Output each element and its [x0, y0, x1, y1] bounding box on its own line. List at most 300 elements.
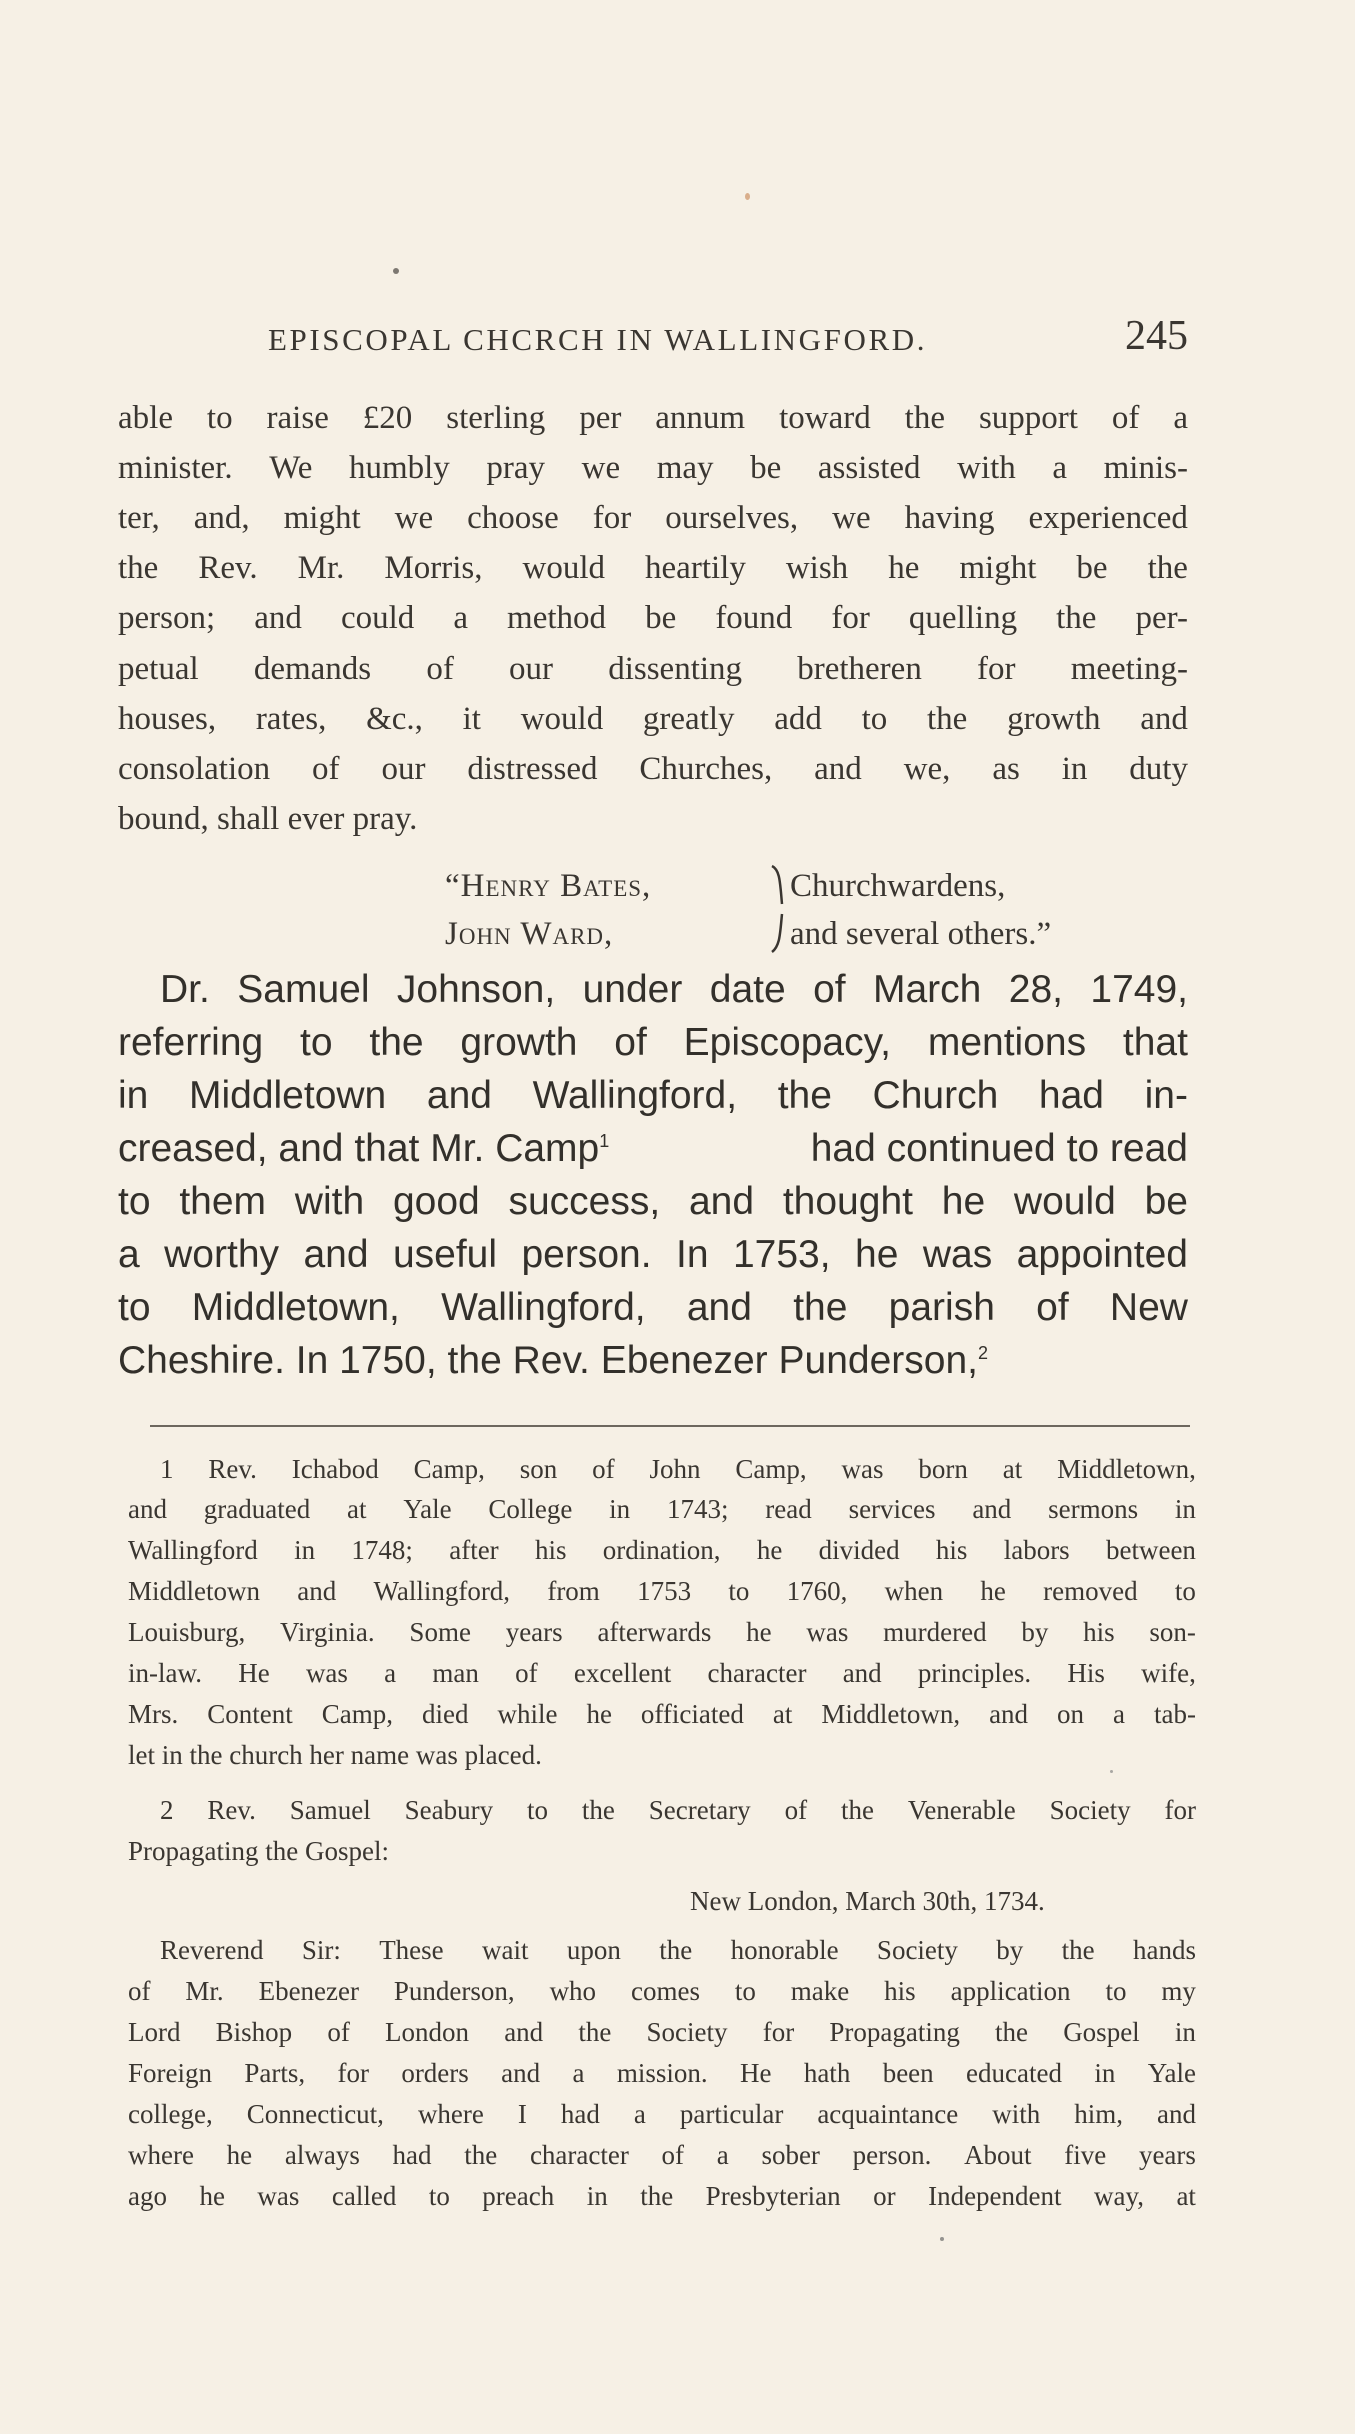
word: Middletown,: [1057, 1454, 1196, 1484]
word: and: [426, 1074, 492, 1117]
word: ter,: [118, 500, 160, 536]
word: he: [855, 1233, 899, 1276]
text-line: [118, 500, 1188, 537]
word: sober: [761, 2140, 820, 2170]
footnote-line: [128, 2058, 1196, 2089]
word: 28,: [1008, 968, 1063, 1011]
word: of: [312, 751, 340, 787]
word: in-law.: [128, 1658, 202, 1688]
word: Propagating: [829, 2017, 960, 2047]
word: son: [519, 1454, 558, 1484]
word: the: [464, 2140, 498, 2170]
word: Wallingford,: [441, 1286, 646, 1329]
word: hands: [1133, 1935, 1196, 1965]
word: and: [989, 1699, 1029, 1729]
word: was: [922, 1233, 993, 1276]
word: Johnson,: [396, 968, 556, 1011]
word: distressed: [467, 751, 598, 787]
dateline: New London, March 30th, 1734.: [690, 1886, 1045, 1916]
word: the: [777, 1074, 832, 1117]
word: rates,: [255, 701, 327, 737]
footnote-line: [128, 2140, 1196, 2171]
word: Middletown,: [191, 1286, 400, 1329]
word: he: [888, 550, 920, 586]
signer-role: Churchwardens,: [790, 868, 1006, 904]
word: character: [707, 1658, 807, 1688]
word: Society: [646, 2017, 728, 2047]
text-segment: Cheshire. In 1750, the Rev. Ebenezer Punderson,: [118, 1339, 978, 1382]
word: Rev.: [207, 1795, 256, 1825]
word: referring: [118, 1021, 264, 1064]
word: I: [517, 2099, 527, 2129]
footnote-line: [128, 1494, 1196, 1525]
word: the: [640, 2181, 674, 2211]
word: annum: [655, 400, 746, 436]
word: We: [269, 450, 313, 486]
word: He: [238, 1658, 270, 1688]
word: always: [284, 2140, 360, 2170]
word: he: [586, 1699, 612, 1729]
word: duty: [1129, 751, 1188, 787]
text-line: [118, 1021, 1188, 1065]
word: would: [522, 550, 606, 586]
word: wish: [785, 550, 849, 586]
word: to: [728, 1576, 750, 1606]
word: we,: [903, 751, 951, 787]
word: of: [592, 1454, 615, 1484]
word: and: [128, 1494, 167, 1524]
word: our: [509, 651, 554, 687]
word: for: [337, 2058, 369, 2088]
word: his: [935, 1535, 968, 1565]
word: while: [497, 1699, 558, 1729]
word: at: [1002, 1454, 1023, 1484]
word: person;: [118, 600, 216, 636]
word: Reverend: [160, 1935, 264, 1965]
word: years: [1138, 2140, 1196, 2170]
word: be: [645, 600, 677, 636]
word: to: [526, 1795, 548, 1825]
word: Yale: [1147, 2058, 1196, 2088]
word: Rev.: [198, 550, 258, 586]
word: person.: [852, 2140, 932, 2170]
word: His: [1067, 1658, 1105, 1688]
word: wait: [482, 1935, 529, 1965]
word: ago: [128, 2181, 167, 2211]
footnote-line: [128, 1658, 1196, 1689]
word: preach: [482, 2181, 555, 2211]
text-line: [118, 1127, 1188, 1171]
footnote-line: [128, 2181, 1196, 2212]
word: Dr.: [160, 968, 210, 1011]
footnote-line: [128, 1617, 1196, 1648]
word: raise: [266, 400, 329, 436]
word: way,: [1094, 2181, 1144, 2211]
word: 1748;: [351, 1535, 413, 1565]
word: was: [806, 1617, 849, 1647]
word: &c.,: [366, 701, 423, 737]
word: a: [453, 600, 468, 636]
word: per-: [1135, 600, 1188, 636]
text-line: [118, 550, 1188, 587]
word: or: [873, 2181, 896, 2211]
word: by: [1021, 1617, 1049, 1647]
word: to: [118, 1286, 151, 1329]
paper-speck: [745, 193, 750, 200]
word: for: [592, 500, 632, 536]
word: and: [303, 1233, 369, 1276]
word: About: [964, 2140, 1032, 2170]
word: These: [379, 1935, 444, 1965]
word: a: [633, 2099, 646, 2129]
word: experienced: [1028, 500, 1188, 536]
word: Church: [872, 1074, 999, 1117]
word: in-: [1144, 1074, 1188, 1117]
word: after: [449, 1535, 499, 1565]
word: with: [992, 2099, 1041, 2129]
word: died: [421, 1699, 469, 1729]
word: he: [941, 1180, 986, 1223]
word: our: [381, 751, 426, 787]
word: of: [813, 968, 846, 1011]
footnote-rule: [150, 1425, 1190, 1427]
word: Punderson,: [393, 1976, 515, 2006]
footnote-line: [128, 2017, 1196, 2048]
text-line: [118, 400, 1188, 437]
word: in: [586, 2181, 608, 2211]
word: bretheren: [797, 651, 922, 687]
word: excellent: [573, 1658, 672, 1688]
word: 2: [160, 1795, 174, 1825]
word: in: [1061, 751, 1088, 787]
brace-top-icon: [770, 864, 784, 906]
word: be: [1144, 1180, 1188, 1223]
word: the: [369, 1021, 424, 1064]
word: Ebenezer: [258, 1976, 359, 2006]
word: with: [294, 1180, 365, 1223]
word: be: [750, 450, 782, 486]
word: be: [1076, 550, 1108, 586]
word: services: [848, 1494, 936, 1524]
word: and: [504, 2017, 544, 2047]
word: Venerable: [907, 1795, 1016, 1825]
word: success,: [508, 1180, 661, 1223]
word: support: [978, 400, 1078, 436]
word: was: [257, 2181, 300, 2211]
footnote-line: [128, 1699, 1196, 1730]
word: growth: [1007, 701, 1101, 737]
word: the: [659, 1935, 693, 1965]
word: had: [392, 2140, 432, 2170]
word: wife,: [1141, 1658, 1196, 1688]
word: 1760,: [786, 1576, 848, 1606]
word: murdered: [883, 1617, 987, 1647]
word: useful: [392, 1233, 498, 1276]
word: Wallingford,: [532, 1074, 738, 1117]
word: to: [118, 1180, 151, 1223]
brace-bottom-icon: [770, 912, 784, 954]
word: when: [884, 1576, 944, 1606]
word: Sir:: [301, 1935, 341, 1965]
word: dissenting: [608, 651, 743, 687]
word: minis-: [1103, 450, 1188, 486]
word: orders: [401, 2058, 469, 2088]
word: and: [1140, 701, 1188, 737]
word: choose: [467, 500, 559, 536]
word: son-: [1149, 1617, 1196, 1647]
word: Bishop: [215, 2017, 293, 2047]
word: Foreign: [128, 2058, 212, 2088]
footnote-line: [128, 1535, 1196, 1566]
word: the: [793, 1286, 848, 1329]
word: hath: [803, 2058, 851, 2088]
word: Ichabod: [291, 1454, 379, 1484]
word: had: [1038, 1074, 1104, 1117]
text-line: [118, 1339, 1188, 1383]
word: might: [283, 500, 361, 536]
word: of: [1036, 1286, 1069, 1329]
text-segment: creased, and that Mr. Camp: [118, 1127, 600, 1170]
word: comes: [630, 1976, 700, 2006]
word: particular: [679, 2099, 784, 2129]
word: at: [347, 1494, 367, 1524]
word: of: [515, 1658, 538, 1688]
word: Secretary: [648, 1795, 751, 1825]
word: the: [904, 400, 945, 436]
word: Wallingford,: [373, 1576, 511, 1606]
word: would: [520, 701, 604, 737]
word: Content: [207, 1699, 293, 1729]
word: to: [861, 701, 888, 737]
word: growth: [460, 1021, 578, 1064]
word: consolation: [118, 751, 271, 787]
word: Yale: [403, 1494, 452, 1524]
word: my: [1161, 1976, 1196, 2006]
word: pray: [486, 450, 546, 486]
word: honorable: [730, 1935, 839, 1965]
word: been: [882, 2058, 934, 2088]
word: to: [206, 400, 233, 436]
word: might: [959, 550, 1037, 586]
word: to: [428, 2181, 450, 2211]
text-line: [118, 1286, 1188, 1330]
word: by: [996, 1935, 1024, 1965]
word: where: [128, 2140, 194, 2170]
word: to: [1174, 1576, 1196, 1606]
word: Samuel: [289, 1795, 371, 1825]
word: a: [384, 1658, 397, 1688]
word: and: [688, 1180, 755, 1223]
word: of: [128, 1976, 151, 2006]
word: Seabury: [404, 1795, 494, 1825]
word: in: [1094, 2058, 1116, 2088]
word: Parts,: [244, 2058, 306, 2088]
word: he: [746, 1617, 772, 1647]
word: Connecticut,: [246, 2099, 384, 2129]
word: as: [992, 751, 1020, 787]
word: humbly: [348, 450, 450, 486]
word: per: [579, 400, 622, 436]
word: he: [756, 1535, 783, 1565]
word: Middletown: [128, 1576, 260, 1606]
word: John: [649, 1454, 701, 1484]
footnote-line: [128, 2099, 1196, 2130]
word: the: [840, 1795, 874, 1825]
word: 1749,: [1090, 968, 1188, 1011]
word: He: [739, 2058, 772, 2088]
word: 1753,: [732, 1233, 831, 1276]
word: of: [327, 2017, 350, 2047]
word: March: [873, 968, 982, 1011]
word: to: [1105, 1976, 1127, 2006]
word: Churches,: [639, 751, 773, 787]
word: in: [118, 1074, 149, 1117]
word: college,: [128, 2099, 213, 2129]
word: sermons: [1048, 1494, 1139, 1524]
signer-name: John Ward,: [445, 916, 614, 952]
word: Camp,: [735, 1454, 807, 1484]
text-line: [118, 751, 1188, 788]
word: Camp,: [413, 1454, 485, 1484]
word: ordination,: [602, 1535, 721, 1565]
text-line: [118, 1233, 1188, 1277]
footnote-line: [128, 1976, 1196, 2007]
word: had: [560, 2099, 600, 2129]
word: to: [300, 1021, 333, 1064]
word: Mrs.: [128, 1699, 179, 1729]
word: at: [1176, 2181, 1196, 2211]
footnote-marker: 1: [599, 1131, 610, 1151]
word: where: [417, 2099, 484, 2129]
word: for: [1164, 1795, 1196, 1825]
word: divided: [818, 1535, 900, 1565]
footnote-marker: 2: [977, 1343, 988, 1363]
word: of: [784, 1795, 808, 1825]
word: Wallingford: [128, 1535, 258, 1565]
word: method: [507, 600, 607, 636]
word: the: [927, 701, 968, 737]
word: in: [1174, 1494, 1196, 1524]
word: acquaintance: [817, 2099, 959, 2129]
signer-name: “Henry Bates,: [445, 868, 652, 904]
word: tab-: [1153, 1699, 1196, 1729]
word: Mr.: [185, 1976, 224, 2006]
word: with: [957, 450, 1016, 486]
word: the: [118, 550, 159, 586]
word: the: [581, 1795, 615, 1825]
word: character: [529, 2140, 629, 2170]
word: read: [765, 1494, 812, 1524]
word: greatly: [642, 701, 735, 737]
word: the: [995, 2017, 1029, 2047]
word: petual: [118, 651, 199, 687]
word: toward: [779, 400, 871, 436]
word: good: [392, 1180, 480, 1223]
text-line: [160, 968, 1188, 1012]
footnote-line: Propagating the Gospel:: [128, 1836, 389, 1866]
word: Louisburg,: [128, 1617, 246, 1647]
word: a: [118, 1233, 140, 1276]
word: add: [774, 701, 822, 737]
word: removed: [1043, 1576, 1138, 1606]
word: mentions: [927, 1021, 1087, 1064]
word: 1: [160, 1454, 174, 1484]
word: London: [385, 2017, 470, 2047]
word: mission.: [616, 2058, 708, 2088]
word: assisted: [817, 450, 921, 486]
word: would: [1013, 1180, 1116, 1223]
word: of: [426, 651, 454, 687]
word: and: [501, 2058, 541, 2088]
word: appointed: [1016, 1233, 1188, 1276]
word: make: [790, 1976, 850, 2006]
word: educated: [966, 2058, 1062, 2088]
word: to: [734, 1976, 756, 2006]
word: date: [709, 968, 786, 1011]
word: born: [918, 1454, 968, 1484]
word: principles.: [917, 1658, 1032, 1688]
word: for: [762, 2017, 795, 2047]
word: Independent: [928, 2181, 1062, 2211]
word: and,: [193, 500, 250, 536]
word: 1753: [637, 1576, 692, 1606]
word: Rev.: [208, 1454, 257, 1484]
word: and: [254, 600, 302, 636]
word: and: [686, 1286, 752, 1329]
paper-speck: [940, 2237, 944, 2241]
word: his: [884, 1976, 916, 2006]
word: he: [980, 1576, 1006, 1606]
footnote-line: [160, 1454, 1196, 1485]
word: was: [841, 1454, 884, 1484]
word: in: [609, 1494, 631, 1524]
word: £20: [362, 400, 413, 436]
word: houses,: [118, 701, 217, 737]
text-line: [118, 1180, 1188, 1224]
footnote-line: [160, 1795, 1196, 1826]
word: on: [1057, 1699, 1085, 1729]
word: Mr.: [297, 550, 345, 586]
word: the: [1056, 600, 1097, 636]
running-title: EPISCOPAL CHCRCH IN WALLINGFORD.: [268, 322, 928, 357]
word: person.: [521, 1233, 652, 1276]
word: a: [1113, 1699, 1125, 1729]
word: and: [297, 1576, 337, 1606]
word: a: [1173, 400, 1188, 436]
word: in: [1174, 2017, 1196, 2047]
word: was: [305, 1658, 348, 1688]
word: College: [488, 1494, 573, 1524]
word: in: [294, 1535, 316, 1565]
word: Camp,: [321, 1699, 393, 1729]
word: having: [904, 500, 995, 536]
word: them: [179, 1180, 267, 1223]
word: we: [581, 450, 621, 486]
word: a: [1052, 450, 1068, 486]
word: and: [842, 1658, 882, 1688]
word: minister.: [118, 450, 233, 486]
text-line: bound, shall ever pray.: [118, 801, 418, 837]
word: officiated: [640, 1699, 744, 1729]
footnote-line: [128, 1576, 1196, 1607]
word: from: [547, 1576, 600, 1606]
word: him,: [1074, 2099, 1124, 2129]
signer-role: and several others.”: [790, 916, 1052, 952]
word: labors: [1003, 1535, 1070, 1565]
word: afterwards: [597, 1617, 712, 1647]
word: who: [549, 1976, 597, 2006]
text-line: [118, 701, 1188, 738]
